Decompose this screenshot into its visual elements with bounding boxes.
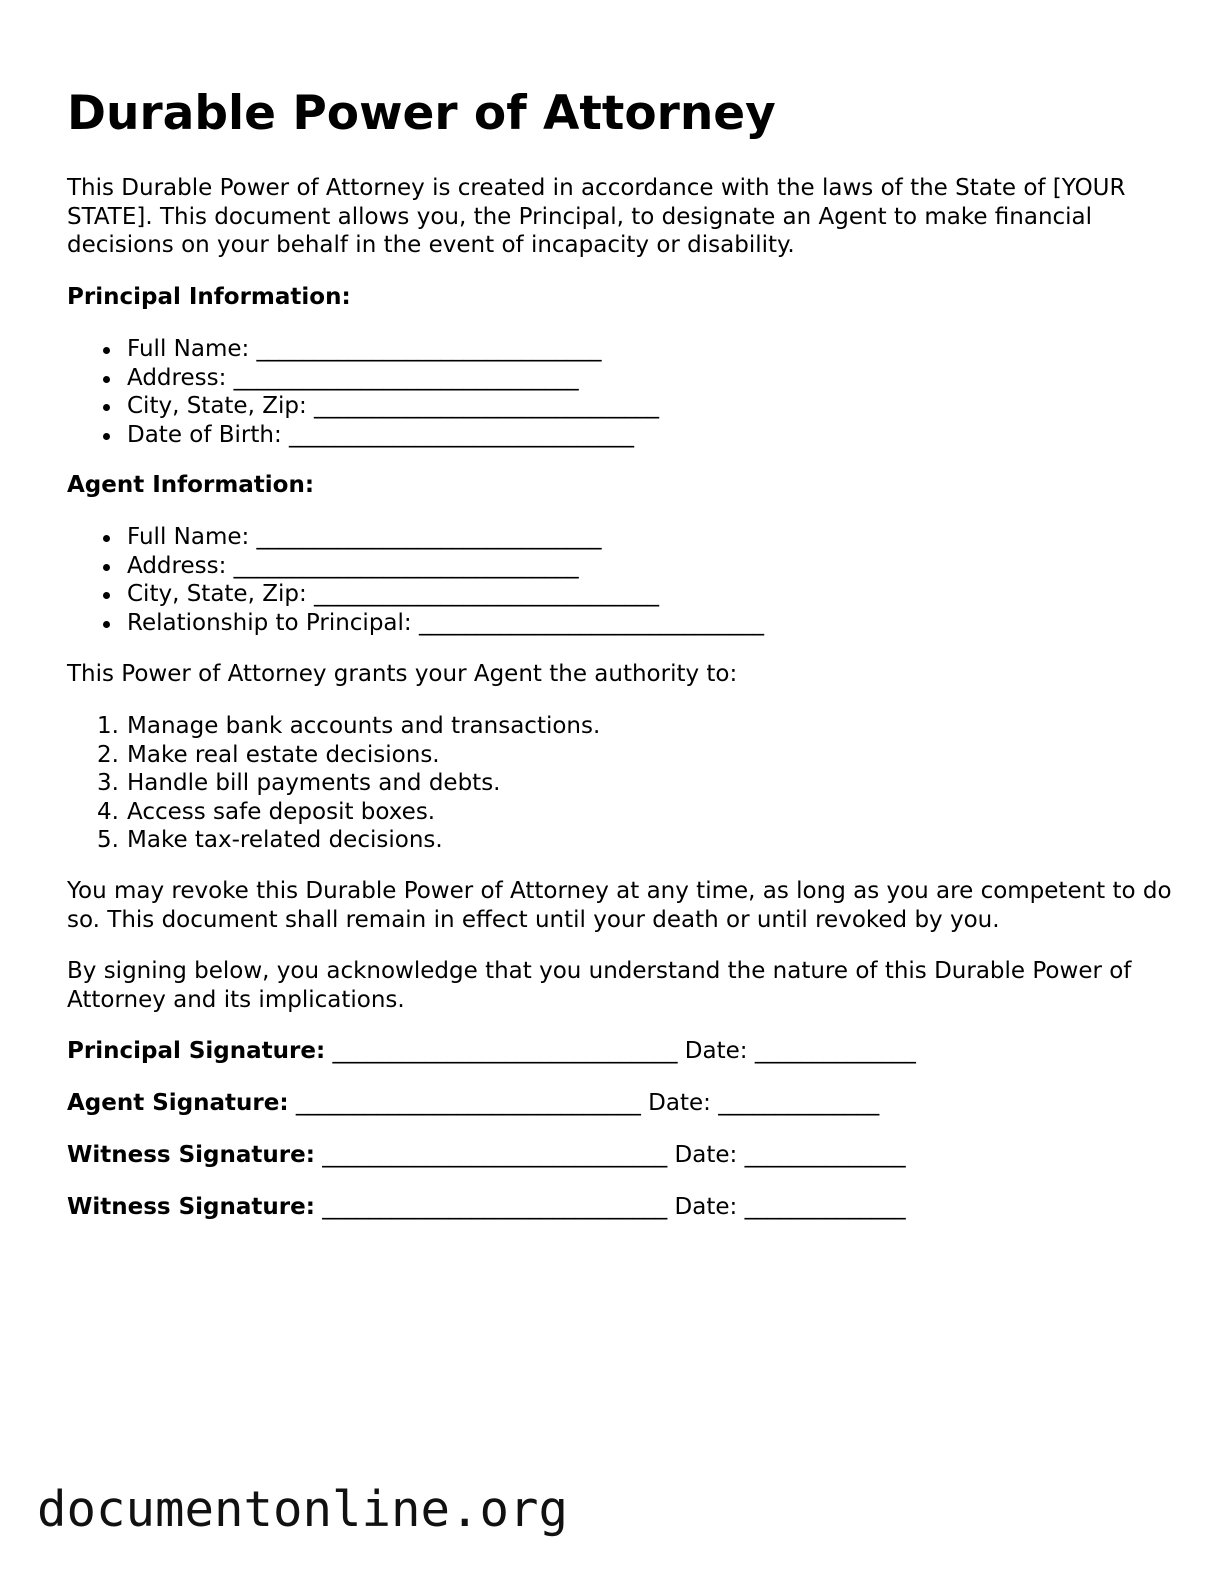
authority-item	[67, 712, 1177, 741]
signature-label: Principal Signature:	[67, 1038, 326, 1064]
agent-info-list	[67, 523, 1177, 637]
document-title: Durable Power of Attorney	[67, 86, 776, 141]
watermark-text: documentonline.org	[37, 1481, 569, 1538]
signature-blank[interactable]: ______________________________ Date: ______________	[314, 1194, 906, 1220]
witness-signature-line-1[interactable]	[67, 1141, 1177, 1170]
signature-label: Witness Signature:	[67, 1142, 315, 1168]
agent-full-name-field[interactable]: Full Name: ______________________________	[67, 523, 1177, 552]
signature-blank[interactable]: ______________________________ Date: ______________	[325, 1038, 916, 1064]
authority-list	[67, 712, 1177, 855]
acknowledgment-paragraph: By signing below, you acknowledge that you understand the nature of this Durable Power of Attorney and its implications.	[67, 958, 1132, 1013]
authority-text: Access safe deposit boxes.	[127, 798, 436, 825]
list-number: 5.	[97, 827, 119, 853]
principal-full-name-field[interactable]: Full Name: ______________________________	[67, 335, 1177, 364]
signature-label: Agent Signature:	[67, 1090, 289, 1116]
list-number: 1.	[97, 713, 119, 739]
principal-info-heading: Principal Information:	[67, 284, 351, 310]
authority-item	[67, 826, 1177, 855]
signature-label: Witness Signature:	[67, 1194, 315, 1220]
authority-text: Handle bill payments and debts.	[127, 770, 501, 796]
signature-blank[interactable]: ______________________________ Date: ______________	[314, 1142, 906, 1168]
agent-info-heading: Agent Information:	[67, 472, 315, 498]
authority-intro: This Power of Attorney grants your Agent the authority to:	[67, 661, 738, 687]
principal-date-of-birth-field[interactable]: Date of Birth: ______________________________	[67, 421, 1177, 450]
authority-text: Make real estate decisions.	[127, 741, 440, 768]
principal-signature-line[interactable]	[67, 1037, 1177, 1066]
witness-signature-line-2[interactable]	[67, 1193, 1177, 1222]
agent-city-state-zip-field[interactable]: City, State, Zip: ______________________________	[67, 580, 1177, 609]
principal-address-field[interactable]: Address: ______________________________	[67, 364, 1177, 393]
principal-info-list	[67, 335, 1177, 449]
authority-text: Make tax-related decisions.	[127, 827, 443, 853]
authority-item	[67, 798, 1177, 827]
agent-relationship-field[interactable]: Relationship to Principal: ______________________________	[67, 609, 1177, 638]
agent-signature-line[interactable]	[67, 1089, 1177, 1118]
principal-city-state-zip-field[interactable]: City, State, Zip: ______________________________	[67, 392, 1177, 421]
intro-paragraph: This Durable Power of Attorney is created in accordance with the laws of the State of [YOUR STATE]. This document allows you, the Principal, to designate an Agent to make financial decisions on your behalf in the event of incapacity or disability.	[67, 175, 1126, 258]
list-number: 4.	[97, 798, 119, 825]
revocation-paragraph: You may revoke this Durable Power of Attorney at any time, as long as you are competent to do so. This document shall remain in effect until your death or until revoked by you.	[67, 878, 1172, 933]
signature-blank[interactable]: ______________________________ Date: ______________	[288, 1090, 880, 1116]
agent-address-field[interactable]: Address: ______________________________	[67, 552, 1177, 581]
list-number: 3.	[97, 770, 119, 796]
authority-text: Manage bank accounts and transactions.	[127, 713, 601, 739]
list-number: 2.	[97, 741, 119, 768]
authority-item	[67, 769, 1177, 798]
authority-item	[67, 741, 1177, 770]
